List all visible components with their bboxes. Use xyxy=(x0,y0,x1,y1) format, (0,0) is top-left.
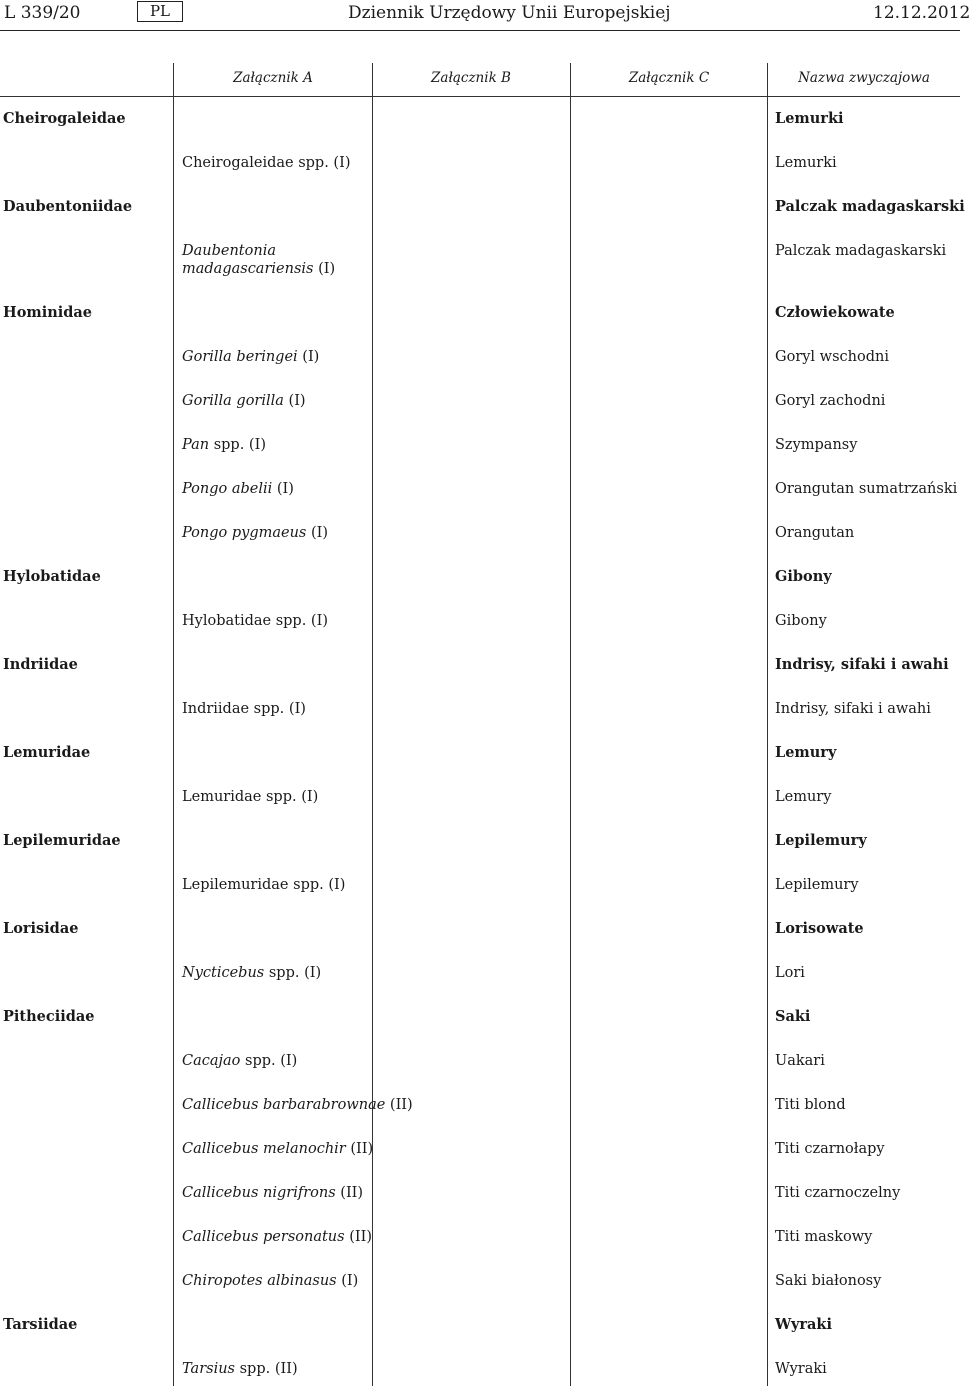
species-taxon: Cheirogaleidae spp. xyxy=(182,155,329,171)
appendix-listing: (I) xyxy=(299,965,322,981)
species-name xyxy=(182,1140,373,1158)
column-divider xyxy=(570,63,571,1386)
species-taxon: Indriidae spp. xyxy=(182,701,285,717)
species-taxon: Callicebus nigrifrons xyxy=(182,1185,336,1201)
family-common-name: Indrisy, sifaki i awahi xyxy=(775,656,949,673)
column-header-annex-a: Załącznik A xyxy=(233,70,313,86)
species-name xyxy=(182,524,328,542)
column-header-annex-c: Załącznik C xyxy=(628,70,710,86)
species-common-name: Titi czarnołapy xyxy=(775,1141,885,1157)
species-common-name: Lepilemury xyxy=(775,877,859,893)
species-taxon: Gorilla beringei xyxy=(182,349,298,365)
appendix-listing: (II) xyxy=(335,1185,364,1201)
family-common-name: Lemurki xyxy=(775,110,844,127)
appendix-listing: (II) xyxy=(344,1229,372,1245)
species-taxon: Pan xyxy=(182,437,210,453)
appendix-listing: (I) xyxy=(296,789,319,805)
appendix-listing: (I) xyxy=(323,877,346,893)
column-header-common-name: Nazwa zwyczajowa xyxy=(798,70,930,86)
species-taxon: Tarsius xyxy=(182,1361,235,1377)
species-common-name: Lemury xyxy=(775,789,832,805)
species-common-name: Saki białonosy xyxy=(775,1273,882,1289)
species-suffix: spp. xyxy=(240,1053,276,1069)
species-common-name: Lori xyxy=(775,965,805,981)
species-suffix: spp. xyxy=(264,965,300,981)
species-name xyxy=(182,876,345,894)
column-divider xyxy=(173,63,174,1386)
appendix-listing: (I) xyxy=(313,261,336,277)
journal-title: Dziennik Urzędowy Unii Europejskiej xyxy=(348,3,671,23)
family-common-name: Saki xyxy=(775,1008,811,1025)
species-taxon: Callicebus personatus xyxy=(182,1229,345,1245)
family-name: Indriidae xyxy=(3,656,78,673)
family-name: Hylobatidae xyxy=(3,568,101,585)
family-name: Cheirogaleidae xyxy=(3,110,126,127)
appendix-listing: (I) xyxy=(275,1053,298,1069)
species-taxon: Lemuridae spp. xyxy=(182,789,297,805)
species-name xyxy=(182,1228,372,1246)
family-common-name: Palczak madagaskarski xyxy=(775,198,965,215)
header-rule xyxy=(0,30,960,31)
species-taxon: Daubentonia madagascariensis xyxy=(182,243,314,277)
column-divider xyxy=(767,63,768,1386)
appendix-listing: (I) xyxy=(328,155,351,171)
family-name: Pitheciidae xyxy=(3,1008,95,1025)
family-name: Hominidae xyxy=(3,304,93,321)
column-header-annex-b: Załącznik B xyxy=(431,70,511,86)
species-name xyxy=(182,242,367,278)
species-common-name: Uakari xyxy=(775,1053,825,1069)
species-common-name: Wyraki xyxy=(775,1361,827,1377)
species-name xyxy=(182,348,319,366)
species-common-name: Gibony xyxy=(775,613,827,629)
species-common-name: Goryl zachodni xyxy=(775,393,886,409)
appendix-listing: (I) xyxy=(284,701,306,717)
appendix-listing: (I) xyxy=(297,349,320,365)
appendix-listing: (II) xyxy=(345,1141,374,1157)
species-taxon: Hylobatidae spp. xyxy=(182,613,307,629)
species-name xyxy=(182,1272,358,1290)
appendix-listing: (I) xyxy=(336,1273,359,1289)
species-name xyxy=(182,154,350,172)
species-taxon: Gorilla gorilla xyxy=(182,393,284,409)
species-taxon: Pongo abelii xyxy=(182,481,273,497)
appendix-listing: (I) xyxy=(244,437,266,453)
species-common-name: Orangutan xyxy=(775,525,855,541)
page-header xyxy=(0,0,970,30)
species-taxon: Chiropotes albinasus xyxy=(182,1273,337,1289)
species-common-name: Lemurki xyxy=(775,155,837,171)
species-suffix: spp. xyxy=(209,437,245,453)
species-name xyxy=(182,1360,298,1378)
species-common-name: Indrisy, sifaki i awahi xyxy=(775,701,931,717)
family-common-name: Lorisowate xyxy=(775,920,864,937)
species-name xyxy=(182,964,321,982)
species-taxon: Callicebus barbarabrownae xyxy=(182,1097,386,1113)
species-common-name: Goryl wschodni xyxy=(775,349,889,365)
family-name: Tarsiidae xyxy=(3,1316,78,1333)
species-common-name: Titi czarnoczelny xyxy=(775,1185,901,1201)
species-name xyxy=(182,1184,363,1202)
language-badge: PL xyxy=(137,1,183,22)
appendix-listing: (I) xyxy=(306,525,329,541)
family-name: Daubentoniidae xyxy=(3,198,133,215)
species-name xyxy=(182,1096,413,1114)
species-suffix: spp. xyxy=(234,1361,271,1377)
family-name: Lorisidae xyxy=(3,920,79,937)
family-common-name: Gibony xyxy=(775,568,832,585)
appendix-listing: (I) xyxy=(283,393,306,409)
species-common-name: Titi maskowy xyxy=(775,1229,873,1245)
species-taxon: Nycticebus xyxy=(182,965,265,981)
family-common-name: Wyraki xyxy=(775,1316,832,1333)
species-common-name: Orangutan sumatrzański xyxy=(775,481,958,497)
species-name xyxy=(182,392,306,410)
family-common-name: Człowiekowate xyxy=(775,304,895,321)
appendix-listing: (I) xyxy=(272,481,294,497)
appendix-listing: (II) xyxy=(385,1097,413,1113)
species-common-name: Szympansy xyxy=(775,437,858,453)
species-taxon: Pongo pygmaeus xyxy=(182,525,307,541)
family-common-name: Lemury xyxy=(775,744,837,761)
publication-date: 12.12.2012 xyxy=(873,3,970,23)
species-taxon: Cacajao xyxy=(182,1053,241,1069)
species-name xyxy=(182,436,266,454)
family-name: Lepilemuridae xyxy=(3,832,121,849)
species-name xyxy=(182,700,306,718)
appendix-listing: (I) xyxy=(306,613,328,629)
species-common-name: Palczak madagaskarski xyxy=(775,243,947,259)
family-name: Lemuridae xyxy=(3,744,91,761)
column-divider xyxy=(372,63,373,1386)
species-name xyxy=(182,480,294,498)
family-common-name: Lepilemury xyxy=(775,832,867,849)
species-common-name: Titi blond xyxy=(775,1097,846,1113)
species-taxon: Lepilemuridae spp. xyxy=(182,877,324,893)
species-name xyxy=(182,1052,297,1070)
species-taxon: Callicebus melanochir xyxy=(182,1141,346,1157)
species-name xyxy=(182,788,318,806)
species-name xyxy=(182,612,328,630)
appendix-listing: (II) xyxy=(270,1361,298,1377)
page-reference: L 339/20 xyxy=(4,3,81,23)
table-header-rule xyxy=(0,96,960,97)
